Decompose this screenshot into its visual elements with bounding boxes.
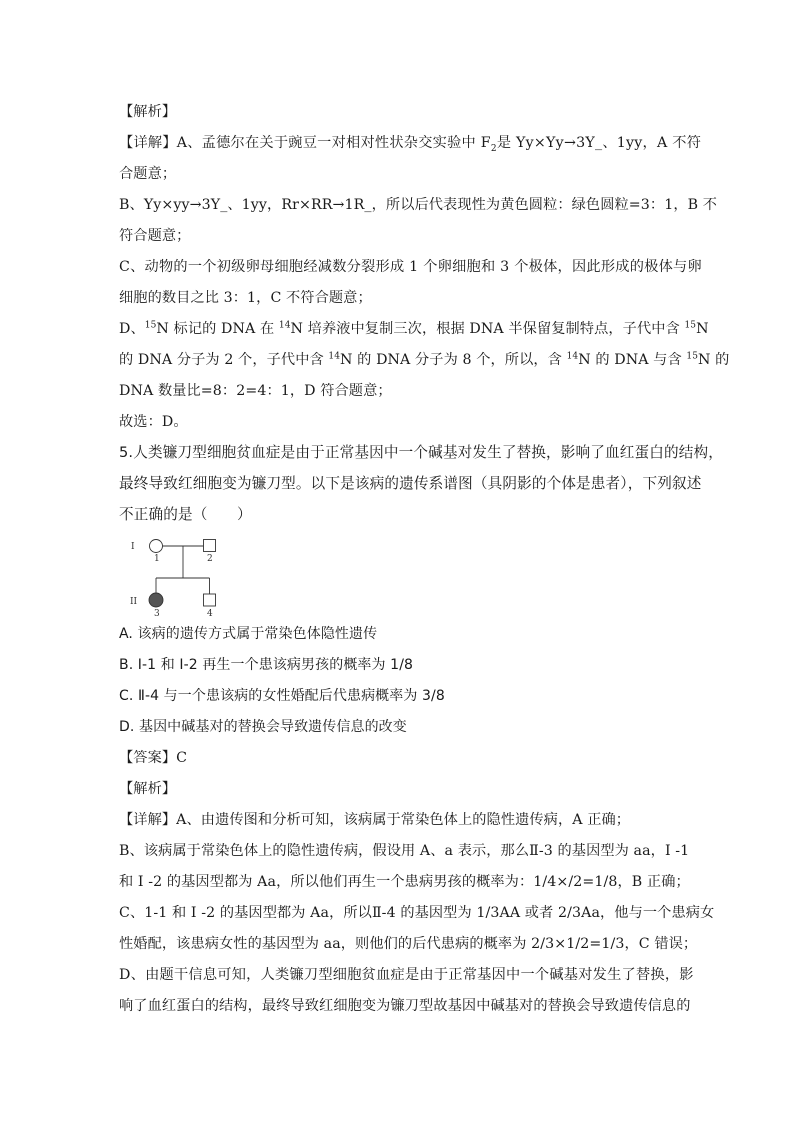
generation-label-i: I	[131, 542, 135, 552]
paragraph-line: B、Yy×yy→3Y_、1yy，Rr×RR→1R_，所以后代表现性为黄色圆粒：绿色圆粒=3：1，B 不	[119, 197, 718, 213]
affected-female-ii-3	[149, 593, 163, 607]
female-i-1	[150, 540, 163, 553]
option-c: C. Ⅱ-4 与一个患该病的女性婚配后代患病概率为 3/8	[119, 688, 445, 704]
question-5-stem: 5.人类镰刀型细胞贫血症是由于正常基因中一个碱基对发生了替换，影响了血红蛋白的结构，	[119, 444, 723, 461]
paragraph-line: C、动物的一个初级卵母细胞经减数分裂形成 1 个卵细胞和 3 个极体，因此形成的极体与卵	[119, 259, 702, 275]
option-b: B. I-1 和 I-2 再生一个患该病男孩的概率为 1/8	[119, 657, 414, 673]
paragraph-line: 的 DNA 分子为 2 个，子代中含 $^{14}$N 的 DNA 分子为 8 个，所以，含 $^{14}$N 的 DNA 与含 $^{15}$N 的	[119, 351, 730, 368]
option-d: D. 基因中碱基对的替换会导致遗传信息的改变	[119, 719, 407, 735]
question-5-stem: 最终导致红细胞变为镰刀型。以下是该病的遗传系谱图（具阴影的个体是患者），下列叙述	[119, 475, 702, 492]
paragraph-line: 合题意；	[119, 166, 177, 182]
paragraph-line: 故选：D。	[119, 414, 188, 430]
paragraph-line: 符合题意；	[119, 228, 191, 244]
paragraph-line: B、该病属于常染色体上的隐性遗传病，假设用 A、a 表示，那么Ⅱ-3 的基因型为 aa，I -1	[119, 843, 690, 859]
paragraph-line: 性婚配，该患病女性的基因型为 aa，则他们的后代患病的概率为 2/3×1/2=1/3，C 错误；	[119, 936, 698, 952]
individual-number: 4	[207, 609, 213, 618]
paragraph-line: C、1-1 和 I -2 的基因型都为 Aa，所以Ⅱ-4 的基因型为 1/3AA 或者 2/3Aa，他与一个患病女	[119, 905, 715, 921]
section-heading-analysis: 【解析】	[119, 104, 177, 120]
paragraph-line: 细胞的数目之比 3：1，C 不符合题意；	[119, 290, 372, 306]
male-ii-4	[204, 594, 216, 606]
individual-number: 2	[207, 554, 213, 564]
paragraph-line: D、由题干信息可知，人类镰刀型细胞贫血症是由于正常基因中一个碱基对发生了替换，影	[119, 967, 694, 983]
generation-label-ii: II	[130, 597, 138, 607]
paragraph-line: 【详解】A、由遗传图和分析可知，该病属于常染色体上的隐性遗传病，A 正确；	[119, 812, 631, 828]
male-i-2	[204, 540, 216, 552]
paragraph-line: 响了血红蛋白的结构，最终导致红细胞变为镰刀型故基因中碱基对的替换会导致遗传信息的	[119, 998, 691, 1014]
individual-number: 1	[154, 554, 160, 564]
individual-number: 3	[154, 609, 160, 618]
paragraph-line: 和 I -2 的基因型都为 Aa，所以他们再生一个患病男孩的概率为：1/4×/2=1/8，B 正确；	[119, 874, 690, 890]
question-5-stem: 不正确的是（ ）	[119, 506, 252, 523]
section-heading-analysis: 【解析】	[119, 781, 177, 797]
answer-line: 【答案】C	[119, 750, 188, 766]
option-a: A. 该病的遗传方式属于常染色体隐性遗传	[119, 626, 378, 642]
pedigree-chart	[120, 530, 230, 618]
paragraph-line: DNA 数量比=8：2=4：1，D 符合题意；	[119, 383, 392, 399]
paragraph-line: D、$^{15}$N 标记的 DNA 在 $^{14}$N 培养液中复制三次，根据 DNA 半保留复制特点，子代中含 $^{15}$N	[119, 320, 709, 337]
paragraph-line: 【详解】A、孟德尔在关于豌豆一对相对性状杂交实验中 $F_2$是 Yy×Yy→3Y_、1yy，A 不符	[119, 135, 702, 154]
